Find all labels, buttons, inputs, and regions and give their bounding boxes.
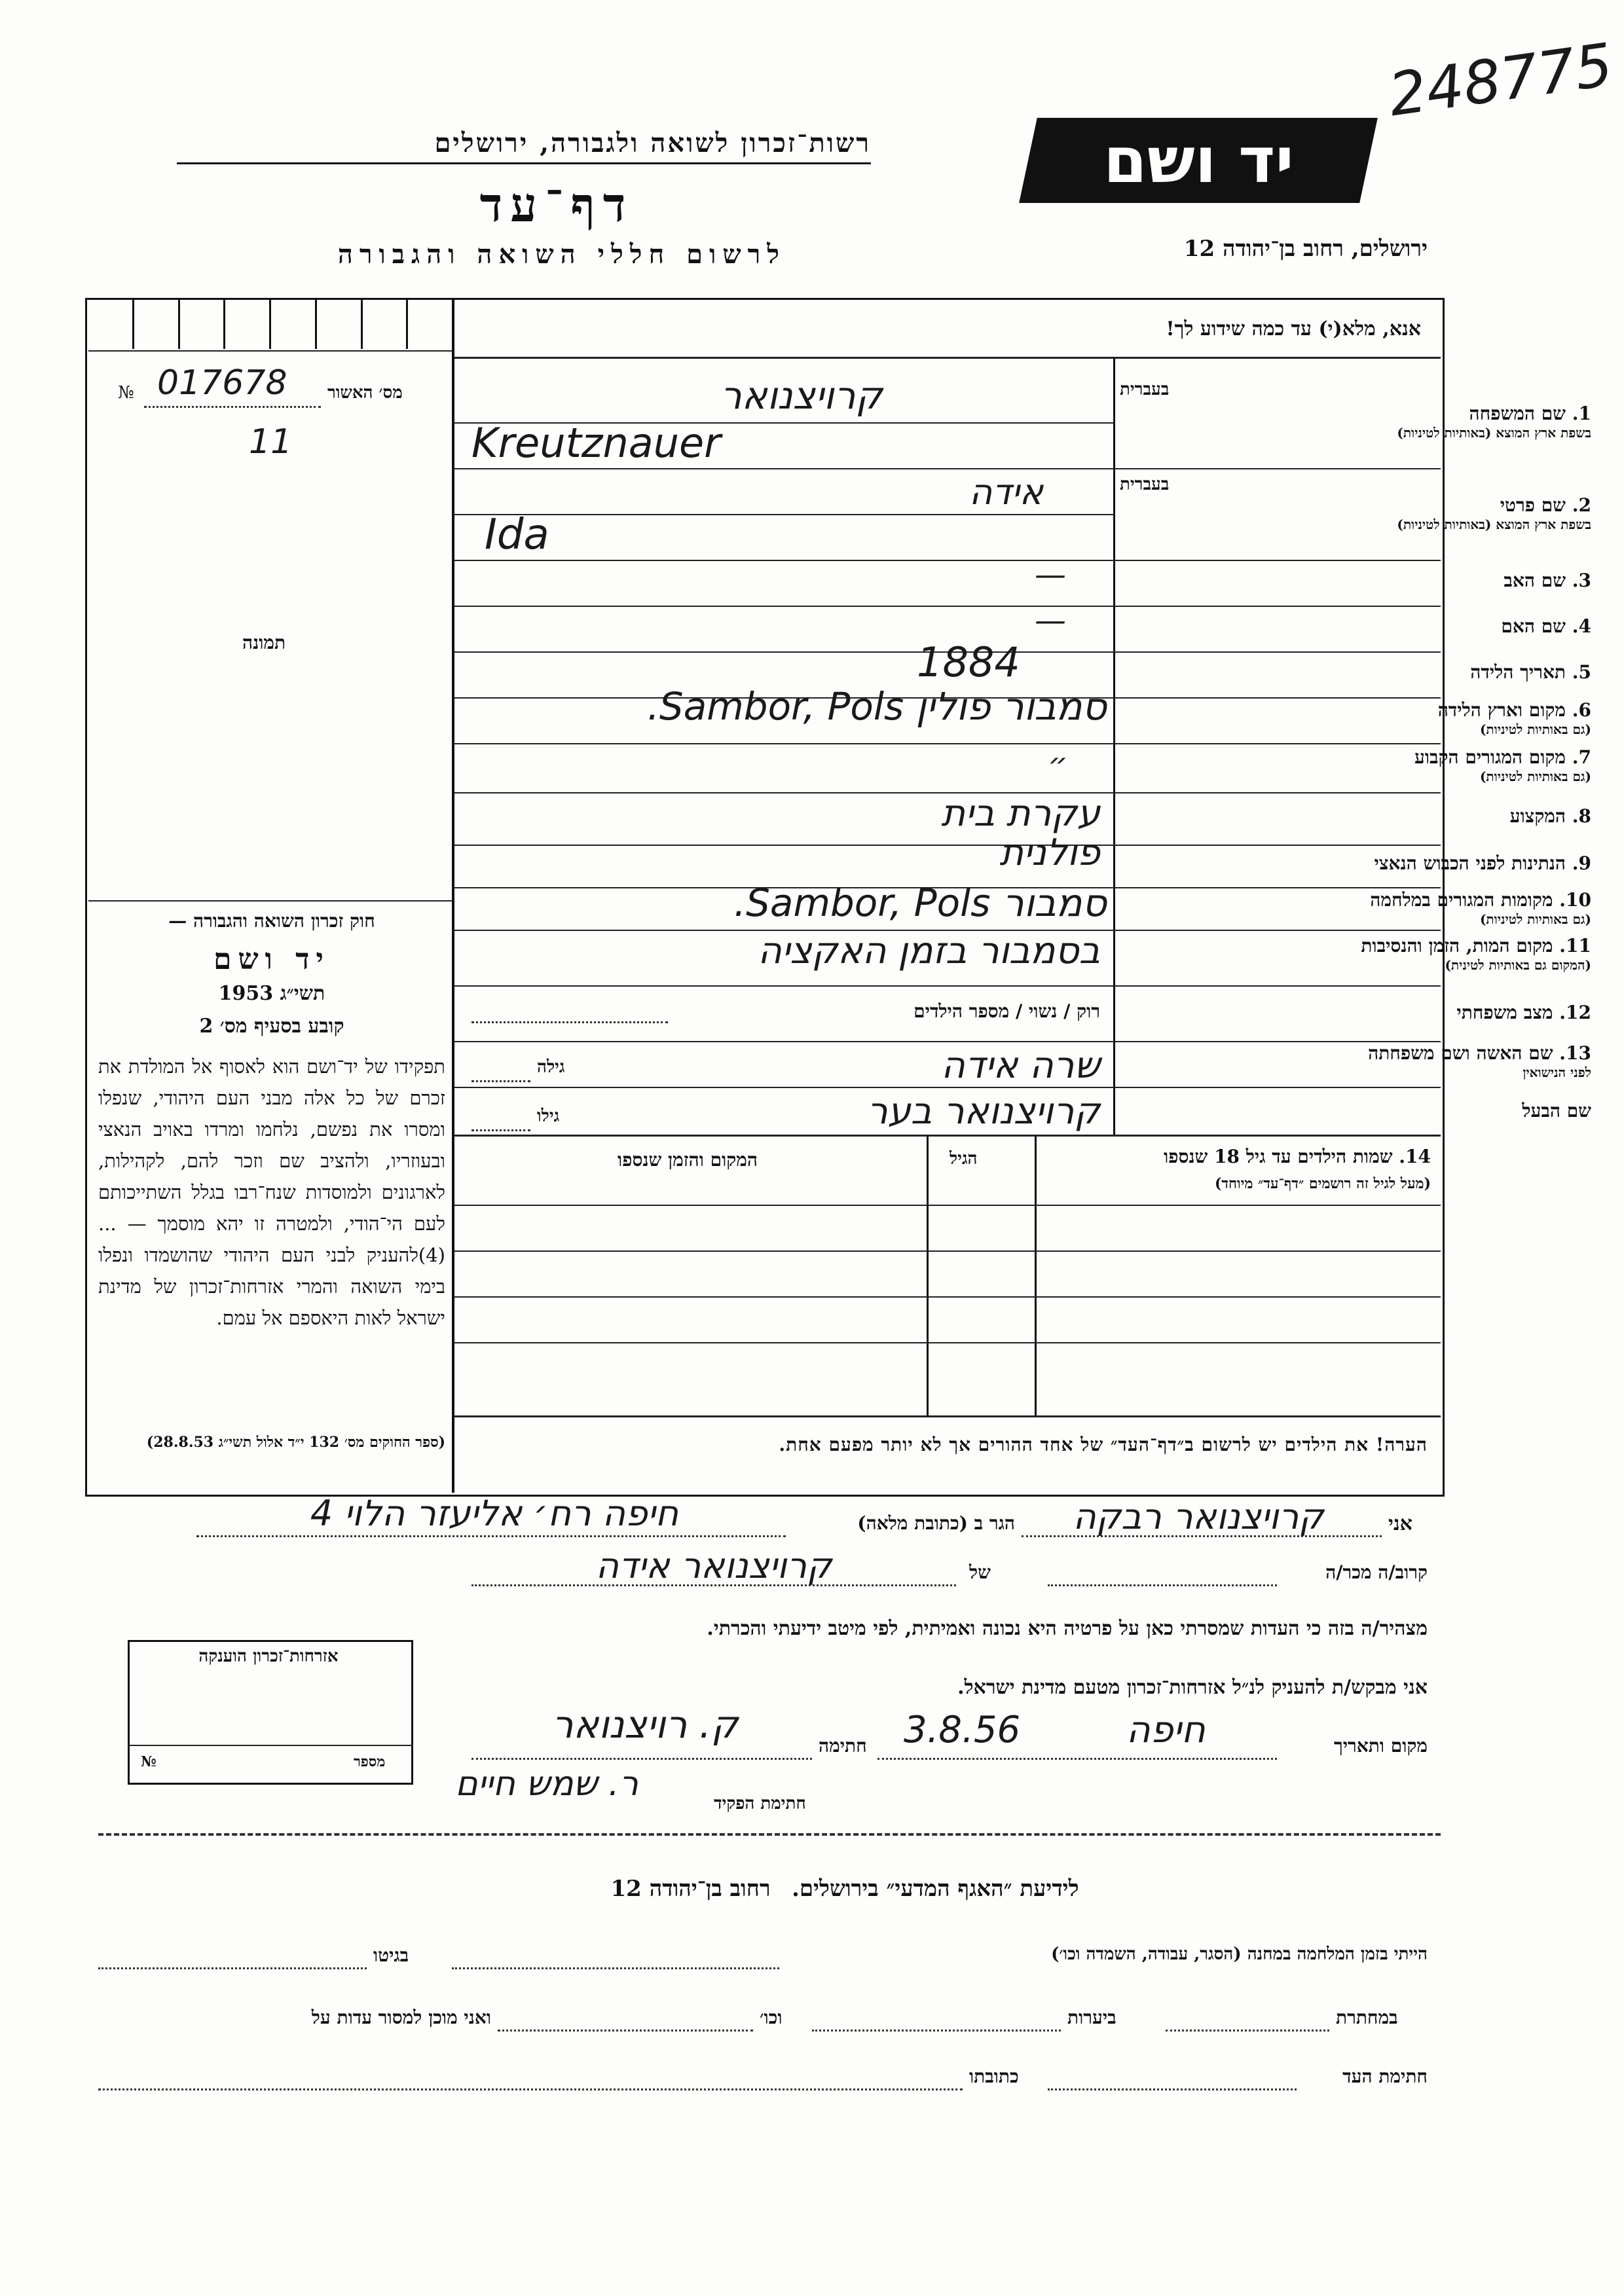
photo-label: תמונה: [242, 632, 286, 653]
children-place-header: המקום והזמן שנספו: [618, 1149, 758, 1171]
wife-age-label: גילה: [537, 1057, 565, 1077]
bottom-line3-b: כתובתו: [969, 2066, 1019, 2087]
law-name: יד ושם: [213, 943, 330, 976]
row-4-label: 4. שם האם: [1501, 615, 1591, 637]
declarant-name: קרויצנואר רבקה: [1073, 1496, 1324, 1537]
row-7-value: ״: [1048, 746, 1068, 783]
approval-number: 017678: [157, 363, 287, 403]
declaration-line1-prefix: אני: [1388, 1512, 1412, 1535]
row-5-label: 5. תאריך הלידה: [1470, 661, 1591, 683]
bottom-line1-b: בגיטו: [373, 1944, 409, 1966]
children-note: הערה! את הילדים יש לרשום ב״דף־העד״ של אחד ההורים אך לא יותר מפעם אחת.: [779, 1434, 1428, 1455]
row-10-label: 10. מקומות המגורים במלחמה (גם באותיות לטיניות): [1370, 889, 1591, 927]
bottom-line3-a: חתימת העד: [1342, 2066, 1428, 2087]
citizenship-number-prefix: №: [141, 1753, 157, 1770]
approval-sub-number: 11: [249, 422, 293, 462]
yad-vashem-logo: [1019, 118, 1378, 203]
declaration-line2-mid: של: [969, 1561, 991, 1583]
row-6-label: 6. מקום וארץ הלידה (גם באותיות לטיניות): [1437, 699, 1591, 737]
husband-age-label: גילו: [537, 1106, 560, 1126]
row-9-label: 9. הנתינות לפני הכבוש הנאצי: [1374, 852, 1591, 874]
children-label: 14. שמות הילדים עד גיל 18 שנספו: [1164, 1146, 1431, 1167]
row-8-value: עקרת בית: [941, 792, 1100, 835]
row-1-value-hebrew: קרויצנואר: [720, 373, 883, 418]
declaration-line3: מצהיר/ה בזה כי העדות שמסרתי כאן על פרטיה היא נכונה ואמיתית, לפי מיטב ידיעתי והכרתי.: [707, 1617, 1428, 1640]
row-11-label: 11. מקום המות, הזמן והנסיבות (המקום גם באותיות לטינית): [1361, 935, 1591, 973]
bottom-line1-a: הייתי בזמן המלחמה במחנה (הסגר, עבודה, השמדה וכו׳): [1051, 1944, 1428, 1964]
citizenship-box-title: אזרחות־זכרון הוענקה: [198, 1647, 339, 1666]
bottom-line2-c: וכו׳: [760, 2007, 783, 2028]
instruction-text: אנא, מלא(י) עד כמה שידוע לך!: [1166, 318, 1421, 340]
row-1-value-latin: Kreutznauer: [471, 419, 721, 467]
date-value: 3.8.56: [904, 1709, 1021, 1751]
approval-label: מס׳ האשור: [327, 383, 403, 403]
bottom-line2-d: ואני מוכן למסור עדות על: [311, 2007, 491, 2028]
law-text: תפקידו של יד־ושם הוא לאסוף אל המולדת את זכרם של כל אלה מבני העם היהודי, שנפלו ומסרו את נפשם, נלחמו ומרדו באויב הנאצי ובעוזריו, ולהציב שם וזכר להם, לקהילות, לארגונים ולמוסדות שנח־רבו בגלל השתייכותם לעם הי־הודי, ולמטרה זו יהא מוסמך — ...(4)להעניק לבני העם היהודי שהושמדו ונפלו בימי השואה והמרי אזרחות־זכרון של מדינת ישראל לאות היאספם אל עמם.: [98, 1055, 445, 1329]
row-12-value: רוק / נשוי / מספר הילדים: [913, 1000, 1100, 1022]
organization-name: רשות־זכרון לשואה ולגבורה, ירושלים: [177, 128, 871, 164]
row-8-label: 8. המקצוע: [1509, 805, 1591, 827]
logo-text: יד ושם: [1103, 124, 1294, 197]
row-12-label: 12. מצב משפחתי: [1456, 1002, 1591, 1023]
declaration-line4: אני מבקש/ת להעניק לנ״ל אזרחות־זכרון מטעם מדינת ישראל.: [957, 1676, 1428, 1699]
cut-line: [98, 1833, 1441, 1836]
row-10-value: סמבור Sambor, Pols.: [733, 881, 1107, 925]
husband-label: שם הבעל: [1522, 1100, 1591, 1121]
approval-prefix: №: [118, 383, 134, 403]
row-2-label: 2. שם פרטי בשפת ארץ המוצא (באותיות לטיניות): [1397, 494, 1591, 532]
law-footnote: (ספר החוקים מס׳ 132 י״ד אלול תשי״ג 28.8.53): [146, 1434, 445, 1451]
citizenship-number-label: מספר: [354, 1753, 386, 1770]
signature-value: ק. רויצנואר: [551, 1702, 739, 1747]
bottom-address: רחוב בן־יהודה 12: [610, 1876, 771, 1902]
place-date-label: מקום ותאריך: [1333, 1735, 1428, 1757]
place-value: חיפה: [1126, 1709, 1206, 1751]
signature-label: חתימה: [819, 1735, 867, 1757]
row-13-label: 13. שם האשה ושם משפחתה לפני הנישואין: [1368, 1042, 1591, 1080]
row-4-value: —: [1035, 602, 1066, 639]
row-9-value: פולנית: [999, 831, 1100, 874]
bottom-title: [458, 1876, 1231, 1902]
law-clause: קובע בסעיף מס׳ 2: [199, 1015, 344, 1038]
top-tick-boxes: [88, 300, 452, 349]
address: ירושלים, רחוב בן־יהודה 12: [1183, 236, 1428, 262]
bottom-title-text: לידיעת ״האגף המדעי״ בירושלים.: [792, 1876, 1079, 1902]
in-hebrew-tag-2: בעברית: [1120, 475, 1170, 494]
law-title: חוק זכרון השואה והגבורה —: [168, 910, 375, 932]
form-title: דף־עד: [479, 177, 634, 232]
declaration-line1-mid: הגר ב (כתובת מלאה): [857, 1512, 1015, 1534]
row-3-label: 3. שם האב: [1504, 570, 1591, 591]
in-hebrew-tag-1: בעברית: [1120, 380, 1170, 399]
row-2-value-hebrew: אידה: [969, 471, 1043, 513]
row-11-value: בסמבור בזמן האקציה: [758, 930, 1100, 972]
row-13-value: שרה אידה: [941, 1044, 1100, 1087]
relation-to: קרויצנואר אידה: [595, 1545, 832, 1586]
row-2-value-latin: Ida: [485, 511, 549, 559]
bottom-line2-b: ביערות: [1067, 2007, 1116, 2028]
clerk-signature-label: חתימת הפקיד: [714, 1794, 806, 1813]
row-1-label: 1. שם המשפחה בשפת ארץ המוצא (באותיות לטיניות): [1397, 403, 1591, 441]
law-year: תשי״ג 1953: [218, 982, 325, 1005]
children-age-header: הגיל: [950, 1149, 978, 1169]
row-7-label: 7. מקום המגורים הקבוע (גם באותיות לטיניות): [1414, 746, 1591, 784]
row-6-value: סמבור פולין Sambor, Pols.: [647, 684, 1107, 729]
clerk-signature-value: ר. שמש חיים: [455, 1764, 638, 1804]
husband-value: קרויצנואר בער: [867, 1090, 1100, 1133]
corner-handwritten-number: 248775: [1384, 30, 1617, 130]
children-sub: (מעל לגיל זה רושמים ״דף־עד״ מיוחד): [1214, 1175, 1431, 1192]
bottom-line2-a: במחתרת: [1336, 2007, 1398, 2028]
row-5-value: 1884: [917, 638, 1020, 686]
declarant-address: חיפה רח׳ אליעזר הלוי 4: [310, 1493, 679, 1534]
form-subtitle: לרשום חללי השואה והגבורה: [337, 239, 786, 270]
declaration-line2-prefix: קרוב/ה מכר/ה: [1325, 1561, 1428, 1583]
row-3-value: —: [1035, 556, 1066, 593]
